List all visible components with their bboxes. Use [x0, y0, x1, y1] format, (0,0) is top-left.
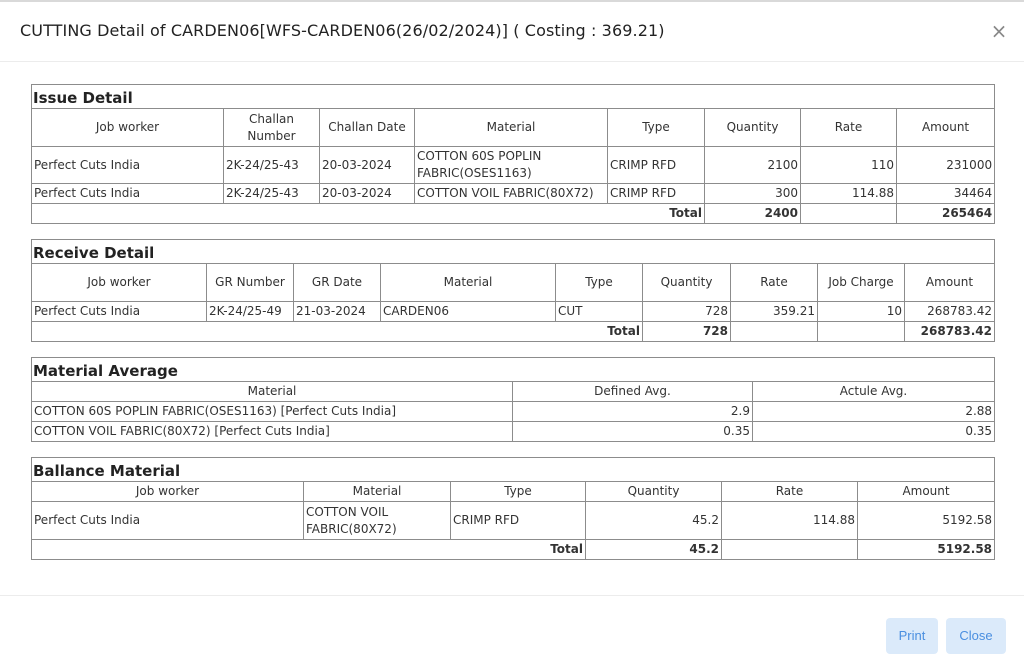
cell — [722, 540, 858, 560]
issue-detail-table — [31, 84, 995, 224]
total-quantity: 728 — [643, 322, 731, 342]
cell: Perfect Cuts India — [32, 302, 207, 322]
cell: 2K-24/25-49 — [207, 302, 294, 322]
material-average-section — [31, 357, 994, 442]
cell — [731, 322, 818, 342]
modal-footer — [0, 595, 1024, 671]
column-header: Quantity — [643, 264, 731, 302]
column-header: Rate — [722, 482, 858, 502]
table-row — [32, 422, 995, 442]
cell: 45.2 — [586, 502, 722, 540]
cell: CRIMP RFD — [608, 147, 705, 184]
cell: 110 — [801, 147, 897, 184]
cell: 114.88 — [722, 502, 858, 540]
cell: 21-03-2024 — [294, 302, 381, 322]
column-header: Type — [608, 109, 705, 147]
issue-detail-section — [31, 84, 994, 224]
close-icon[interactable]: × — [990, 19, 1008, 43]
table-header-row — [32, 482, 995, 502]
column-header: Job worker — [32, 264, 207, 302]
cell: 34464 — [897, 184, 995, 204]
column-header: Challan Date — [320, 109, 415, 147]
column-header: Amount — [905, 264, 995, 302]
section-title: Issue Detail — [32, 85, 995, 109]
total-row — [32, 322, 995, 342]
column-header: Material — [32, 382, 513, 402]
total-quantity: 2400 — [705, 204, 801, 224]
column-header: Rate — [731, 264, 818, 302]
column-header: Defined Avg. — [513, 382, 753, 402]
print-button[interactable]: Print — [886, 618, 938, 654]
cell: Perfect Cuts India — [32, 184, 224, 204]
column-header: Job worker — [32, 482, 304, 502]
table-row — [32, 502, 995, 540]
cell: 10 — [818, 302, 905, 322]
column-header: Material — [304, 482, 451, 502]
column-header: Rate — [801, 109, 897, 147]
cell — [818, 322, 905, 342]
cell: 300 — [705, 184, 801, 204]
total-amount: 5192.58 — [858, 540, 995, 560]
cell: 728 — [643, 302, 731, 322]
column-header: Type — [556, 264, 643, 302]
table-header-row — [32, 109, 995, 147]
balance-material-table — [31, 457, 995, 560]
column-header: Challan Number — [224, 109, 320, 147]
modal-title: CUTTING Detail of CARDEN06[WFS-CARDEN06(26/02/2024)] ( Costing : 369.21) — [20, 21, 665, 40]
table-row — [32, 184, 995, 204]
cell: COTTON VOIL FABRIC(80X72) [Perfect Cuts India] — [32, 422, 513, 442]
column-header: GR Date — [294, 264, 381, 302]
cell: COTTON 60S POPLIN FABRIC(OSES1163) — [415, 147, 608, 184]
cell: 0.35 — [513, 422, 753, 442]
modal-header — [0, 0, 1024, 62]
cell: 268783.42 — [905, 302, 995, 322]
section-title: Receive Detail — [32, 240, 995, 264]
total-label: Total — [32, 204, 705, 224]
cell: 2K-24/25-43 — [224, 184, 320, 204]
table-header-row — [32, 264, 995, 302]
column-header: Material — [415, 109, 608, 147]
cell: CUT — [556, 302, 643, 322]
table-row — [32, 402, 995, 422]
column-header: GR Number — [207, 264, 294, 302]
total-quantity: 45.2 — [586, 540, 722, 560]
cell: 0.35 — [753, 422, 995, 442]
column-header: Quantity — [705, 109, 801, 147]
cell: 2.9 — [513, 402, 753, 422]
cell: CRIMP RFD — [451, 502, 586, 540]
cell: 20-03-2024 — [320, 184, 415, 204]
column-header: Amount — [897, 109, 995, 147]
cell: 2100 — [705, 147, 801, 184]
material-average-table — [31, 357, 995, 442]
cell: Perfect Cuts India — [32, 502, 304, 540]
column-header: Quantity — [586, 482, 722, 502]
cell: 5192.58 — [858, 502, 995, 540]
cell: CARDEN06 — [381, 302, 556, 322]
column-header: Job Charge — [818, 264, 905, 302]
total-label: Total — [32, 540, 586, 560]
cell: 231000 — [897, 147, 995, 184]
cell: COTTON VOIL FABRIC(80X72) — [415, 184, 608, 204]
column-header: Amount — [858, 482, 995, 502]
column-header: Material — [381, 264, 556, 302]
cell: 20-03-2024 — [320, 147, 415, 184]
total-amount: 265464 — [897, 204, 995, 224]
cell: 359.21 — [731, 302, 818, 322]
total-row — [32, 204, 995, 224]
column-header: Type — [451, 482, 586, 502]
cell: CRIMP RFD — [608, 184, 705, 204]
column-header: Actule Avg. — [753, 382, 995, 402]
close-button[interactable]: Close — [946, 618, 1006, 654]
cell: 114.88 — [801, 184, 897, 204]
cell: COTTON VOIL FABRIC(80X72) — [304, 502, 451, 540]
table-row — [32, 302, 995, 322]
total-amount: 268783.42 — [905, 322, 995, 342]
cell: COTTON 60S POPLIN FABRIC(OSES1163) [Perfect Cuts India] — [32, 402, 513, 422]
total-label: Total — [32, 322, 643, 342]
cell: 2K-24/25-43 — [224, 147, 320, 184]
section-title: Material Average — [32, 358, 995, 382]
cell — [801, 204, 897, 224]
receive-detail-section — [31, 239, 994, 342]
table-header-row — [32, 382, 995, 402]
balance-material-section — [31, 457, 994, 560]
cell: 2.88 — [753, 402, 995, 422]
receive-detail-table — [31, 239, 995, 342]
section-title: Ballance Material — [32, 458, 995, 482]
total-row — [32, 540, 995, 560]
column-header: Job worker — [32, 109, 224, 147]
table-row — [32, 147, 995, 184]
cell: Perfect Cuts India — [32, 147, 224, 184]
